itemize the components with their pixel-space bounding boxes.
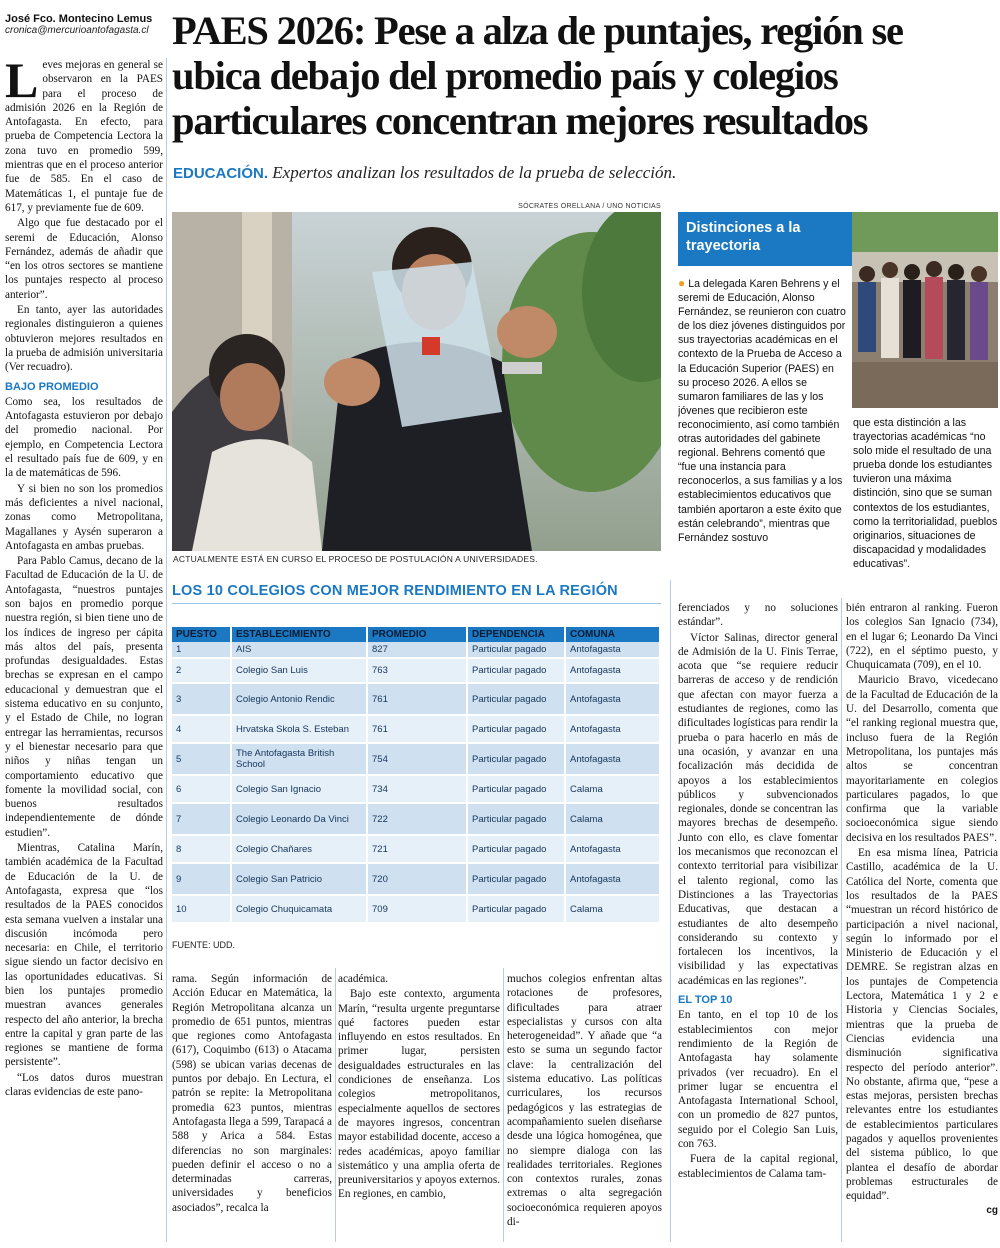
sidebar-title: Distinciones a la trayectoria	[678, 212, 852, 266]
column-6: bién entraron al ranking. Fueron los colegios San Ignacio (734), en el lugar 6; Leonardo Da Vinci (722), en el séptimo puesto, y Chuquicamata (709), en el 10. Mauricio Bravo, vicedecano de la Facultad de Educación de la U. del Desarrollo, comenta que “el ranking regional muestra que, incluso fuera de la Región Metropolitana, los puntajes más altos se concentran mayoritariamente en colegios particulares pagados, lo que confirma que la variable socioeconómica sigue siendo decisiva en los resultados PAES”. En esa misma línea, Patricia Castillo, académica de la U. Católica del Norte, comenta que los resultados de la PAES “muestran un récord histórico de participación a nivel nacional, según lo informado por el Ministerio de Educación y el DEMRE. Se registran alzas en los puntajes de Competencia Lectora, Matemática 1 y 2 e Historia y Ciencias Sociales, mientras que la prueba de Ciencias evidencia una disminución significativa respecto del período anterior”. No obstante, afirma que, “pese a estas mejoras, persisten brechas relevantes entre los estudiantes de establecimientos particulares pagados y aquellos provenientes del sistema público, lo que plantea el desafío de abordar problemas estructurales de equidad”. cg	[846, 601, 998, 1242]
cell-dependencia: Particular pagado	[468, 684, 566, 716]
cell-comuna: Antofagasta	[566, 716, 661, 744]
cell-comuna: Antofagasta	[566, 659, 661, 684]
column-1	[5, 58, 163, 1242]
table-row	[172, 896, 661, 924]
section-tag: EDUCACIÓN.	[173, 165, 269, 182]
cell-establecimiento: Colegio Leonardo Da Vinci	[232, 804, 368, 836]
column-divider	[503, 968, 504, 1242]
sidebar-text-right: que esta distinción a las trayectorias académicas “no solo mide el resultado de una prueba donde los estudiantes tuvieron una máxima distinción, sino que se suman contextos de los estudiantes, como la territorialidad, pueblos originarios, situaciones de discapacidad y modalidades educativas”.	[853, 417, 998, 570]
subheadline	[173, 163, 993, 183]
table-row	[172, 659, 661, 684]
table-row	[172, 804, 661, 836]
table-row	[172, 684, 661, 716]
paragraph: En tanto, ayer las autoridades regionales distinguieron a quienes obtuvieron mejores resultados en la prueba de admisión universitaria (Ver recuadro).	[5, 304, 163, 374]
cell-dependencia: Particular pagado	[468, 659, 566, 684]
header-promedio: PROMEDIO	[368, 627, 468, 642]
cell-establecimiento: AIS	[232, 642, 368, 659]
cell-dependencia: Particular pagado	[468, 804, 566, 836]
subheadline-text: Expertos analizan los resultados de la prueba de selección.	[272, 163, 677, 182]
cell-establecimiento: Colegio San Luis	[232, 659, 368, 684]
cell-establecimiento: Hrvatska Skola S. Esteban	[232, 716, 368, 744]
cell-dependencia: Particular pagado	[468, 716, 566, 744]
sidebar-text-left: ● La delegada Karen Behrens y el seremi de Educación, Alonso Fernández, se reunieron con cuatro de los diez jóvenes distinguidos por sus trayectorias académicas en el contexto de la Prueba de Acceso a la Educación Superior (PAES) en su proceso 2026. A ellos se sumaron familiares de las y los jóvenes que recibieron este reconocimiento, así como también otras autoridades del gabinete regional. Behrens comentó que “fue una instancia para reconocerlos, a sus familias y a los establecimientos educativos que también aportaron a este éxito que están celebrando”, mientras que Fernández sostuvo	[678, 276, 846, 544]
table-header-row	[172, 627, 661, 642]
column-2: rama. Según información de Acción Educar en Matemática, la Región Metropolitana alcanza un promedio de 651 puntos, mientras que regiones como Antofagasta (617), Coquimbo (613) o Atacama (598) se ubican varias decenas de puntos por debajo. En Lectura, el patrón se repite: la Metropolitana promedia 623 puntos, mientras Antofagasta llega a 599, Tarapacá a 588 y Arica a 584. Estas diferencias no son marginales: pueden definir el acceso o no a determinadas carreras, universidades y beneficios asociados”, recalca la	[172, 973, 332, 1214]
ranking-table	[172, 627, 661, 924]
cell-dependencia: Particular pagado	[468, 744, 566, 776]
section-heading-bajo-promedio: BAJO PROMEDIO	[5, 380, 99, 393]
cell-promedio: 754	[368, 744, 468, 776]
column-5: ferenciados y no soluciones estándar”. Víctor Salinas, director general de Admisión de la U. Finis Terrae, acota que “se requiere reducir barreras de acceso y de rendición que afectan con mayor fuerza a estudiantes de regiones, como las dificultades logísticas para rendir la prueba o para hacerlo en más de una ocasión, y avanzar en una focalización más decidida de apoyos a los establecimientos públicos y subvencionados regionales, donde se concentran las mayores brechas de desempeño. Junto con ello, es clave fomentar los mecanismos que reconozcan el contexto territorial para visibilizar el talento regional, como las Distinciones a las Trayectorias Educativas, que destacan a estudiantes de alto desempeño considerando su contexto y fortalecen los incentivos, la visibilidad y las expectativas académicas en las regiones”. EL TOP 10 En tanto, en el top 10 de los establecimientos con mejor rendimiento de la Región de Antofagasta hay solamente privados (ver recuadro). En el primer lugar se encuentra el Antofagasta International School, con un promedio de 827 puntos, seguido por el Colegio San Luis, con 763. Fuera de la capital regional, establecimientos de Calama tam-	[678, 602, 838, 1180]
header-comuna: COMUNA	[566, 627, 661, 642]
cell-establecimiento: Colegio San Ignacio	[232, 776, 368, 804]
table-source: FUENTE: UDD.	[172, 940, 235, 950]
sidebar-photo	[852, 212, 998, 408]
students-photo-illustration	[172, 212, 661, 551]
cell-dependencia: Particular pagado	[468, 836, 566, 864]
cell-puesto: 5	[172, 744, 232, 776]
cell-dependencia: Particular pagado	[468, 642, 566, 659]
paragraph: Para Pablo Camus, decano de la Facultad de Educación de la U. de Antofagasta, “nuestros puntajes son bajos en promedio porque nuestra región, si bien tiene uno de los índices de ingreso per cápita más altos del país, presenta profundas desigualdades. Estas brechas se expresan en el campo educacional y demuestran que el sistema educativo en su conjunto, y el Estado de Chile, no logran entregar las herramientas, recursos y el bienestar necesario para que niños y niñas tengan un comportamiento educativo que fomente la movilidad social, con buenos resultados independientemente de dónde estudien”.	[5, 555, 163, 839]
table-row	[172, 642, 661, 659]
table-row	[172, 864, 661, 896]
lead-paragraph: Leves mejoras en general se observaron en la PAES para el proceso de admisión 2026 en la Región de Antofagasta. En efecto, para prueba de Competencia Lectora la zona tuvo en promedio 599, mientras que en el proceso anterior fue de 585. En el caso de Matemáticas 1, el puntaje fue de 617, y previamente fue de 609.	[5, 58, 163, 214]
paragraph: Algo que fue destacado por el seremi de Educación, Alonso Fernández, además de añadir que “en los otros sectores se mantiene los puntajes respecto al proceso anterior”.	[5, 217, 163, 301]
cell-promedio: 721	[368, 836, 468, 864]
header-establecimiento: ESTABLECIMIENTO	[232, 627, 368, 642]
cell-comuna: Calama	[566, 896, 661, 924]
cell-comuna: Antofagasta	[566, 744, 661, 776]
bullet-icon: ●	[678, 276, 686, 290]
main-photo	[172, 212, 661, 551]
cell-puesto: 7	[172, 804, 232, 836]
cell-comuna: Antofagasta	[566, 864, 661, 896]
cell-dependencia: Particular pagado	[468, 896, 566, 924]
cell-establecimiento: Colegio Chañares	[232, 836, 368, 864]
cell-puesto: 3	[172, 684, 232, 716]
column-divider	[670, 580, 671, 1242]
cell-comuna: Antofagasta	[566, 642, 661, 659]
cell-puesto: 2	[172, 659, 232, 684]
cell-promedio: 734	[368, 776, 468, 804]
cell-dependencia: Particular pagado	[468, 864, 566, 896]
cell-puesto: 8	[172, 836, 232, 864]
author-name: José Fco. Montecino Lemus	[5, 13, 153, 25]
cell-puesto: 10	[172, 896, 232, 924]
cell-promedio: 722	[368, 804, 468, 836]
cell-puesto: 1	[172, 642, 232, 659]
paragraph: Mientras, Catalina Marín, también académica de la Facultad de Educación de la U. de Antofagasta, expresa que “los resultados de la PAES conocidos esta semana vuelven a instalar una discusión incómoda pero necesaria: en Chile, el territorio sigue siendo un factor decisivo en las oportunidades educativas. Si bien los puntajes promedio muestran avances generales respecto del año anterior, la brecha entre la capital y gran parte de las regiones se mantiene de forma persistente”.	[5, 842, 163, 1069]
photo-credit: SÓCRATES ORELLANA / UNO NOTICIAS	[518, 203, 661, 210]
headline: PAES 2026: Pese a alza de puntajes, región se ubica debajo del promedio país y colegios particulares concentran mejores resultados	[172, 8, 903, 143]
table-row	[172, 776, 661, 804]
cell-promedio: 761	[368, 716, 468, 744]
cell-establecimiento: Colegio Antonio Rendic	[232, 684, 368, 716]
table-row	[172, 744, 661, 776]
cell-comuna: Antofagasta	[566, 684, 661, 716]
end-mark: cg	[986, 1205, 998, 1217]
table-row	[172, 836, 661, 864]
photo-caption: ACTUALMENTE ESTÁ EN CURSO EL PROCESO DE POSTULACIÓN A UNIVERSIDADES.	[173, 554, 538, 564]
header-dependencia: DEPENDENCIA	[468, 627, 566, 642]
cell-puesto: 4	[172, 716, 232, 744]
paragraph: Y si bien no son los promedios más deficientes a nivel nacional, zonas como Metropolitana, Magallanes y Aysén superaron a Antofagasta en ambas pruebas.	[5, 482, 163, 552]
cell-promedio: 761	[368, 684, 468, 716]
table-row	[172, 716, 661, 744]
dropcap: L	[5, 58, 39, 108]
column-divider	[166, 58, 167, 1242]
section-heading-el-top-10: EL TOP 10	[678, 994, 733, 1007]
cell-establecimiento: Colegio Chuquicamata	[232, 896, 368, 924]
byline	[5, 13, 165, 36]
column-divider	[841, 598, 842, 1242]
cell-promedio: 709	[368, 896, 468, 924]
cell-comuna: Calama	[566, 776, 661, 804]
column-4: muchos colegios enfrentan altas rotaciones de profesores, dificultades para atraer especialistas y cursos con alta heterogeneidad”. Y añade que “a esto se suma un segundo factor clave: la centralización del sistema educativo. Las políticas curriculares, los recursos pedagógicos y las estrategias de acompañamiento suelen diseñarse desde una lógica homogénea, que no siempre dialoga con las realidades territoriales. Regiones con contextos rurales, zonas extremas o alta segregación socioeconómica requieren apoyos di-	[507, 973, 662, 1229]
paragraph: Como sea, los resultados de Antofagasta estuvieron por debajo del promedio nacional. Por ejemplo, en Competencia Lectora el resultado país fue de 609, y en la de matemáticas de 596.	[5, 395, 163, 480]
column-3: académica. Bajo este contexto, argumenta Marín, “resulta urgente preguntarse qué factores pueden estar influyendo en estos resultados. En primer lugar, persisten desigualdades estructurales en las condiciones de enseñanza. Los colegios metropolitanos, especialmente aquellos de sectores de mayores ingresos, concentran mayor estabilidad docente, acceso a redes académicas, apoyo familiar sistemático y una amplia oferta de preuniversitarios y apoyos externos. En regiones, en cambio,	[338, 973, 500, 1201]
cell-establecimiento: The Antofagasta British School	[232, 744, 368, 776]
paragraph: “Los datos duros muestran claras evidencias de este pano-	[5, 1071, 163, 1099]
author-email[interactable]: cronica@mercurioantofagasta.cl	[5, 25, 149, 36]
cell-comuna: Calama	[566, 804, 661, 836]
header-puesto: PUESTO	[172, 627, 232, 642]
cell-puesto: 6	[172, 776, 232, 804]
cell-establecimiento: Colegio San Patricio	[232, 864, 368, 896]
cell-puesto: 9	[172, 864, 232, 896]
table-title: LOS 10 COLEGIOS CON MEJOR RENDIMIENTO EN LA REGIÓN	[172, 583, 661, 604]
cell-promedio: 827	[368, 642, 468, 659]
column-divider	[335, 968, 336, 1242]
cell-promedio: 763	[368, 659, 468, 684]
cell-promedio: 720	[368, 864, 468, 896]
group-photo-illustration	[852, 212, 998, 408]
cell-dependencia: Particular pagado	[468, 776, 566, 804]
cell-comuna: Antofagasta	[566, 836, 661, 864]
